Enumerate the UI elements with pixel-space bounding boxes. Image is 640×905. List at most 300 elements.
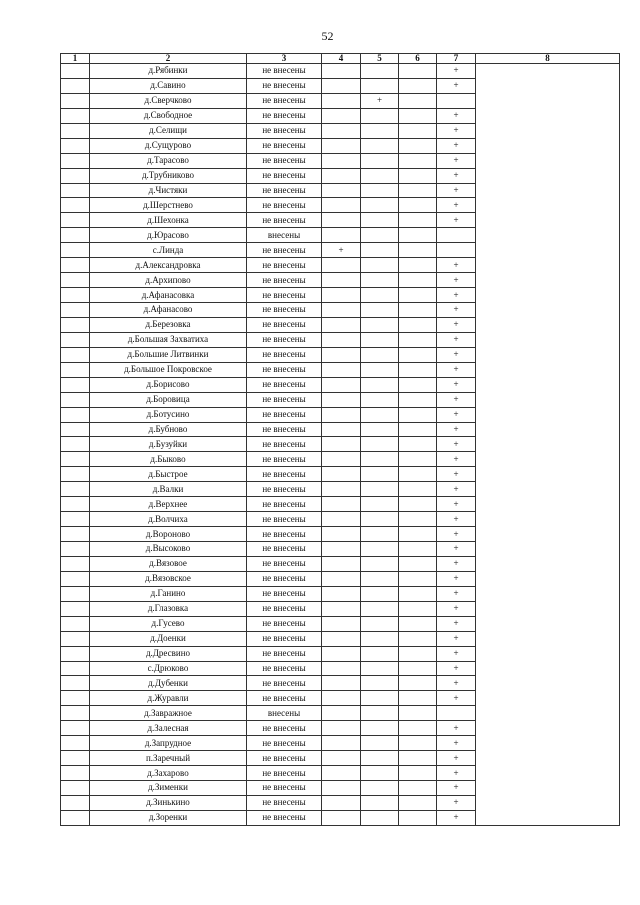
mark-col-6 [399,601,437,616]
mark-col-7: + [437,198,476,213]
status-cell: не внесены [247,243,322,258]
mark-col-5 [361,512,399,527]
mark-col-4 [322,452,361,467]
mark-col-6 [399,736,437,751]
settlement-name: д.Большие Литвинки [90,347,247,362]
mark-col-5 [361,362,399,377]
mark-col-5 [361,317,399,332]
mark-col-5 [361,527,399,542]
status-cell: не внесены [247,601,322,616]
mark-col-5 [361,198,399,213]
cell-col-1 [61,721,90,736]
settlement-name: д.Доенки [90,631,247,646]
mark-col-5 [361,601,399,616]
mark-col-6 [399,766,437,781]
settlement-name: д.Березовка [90,317,247,332]
mark-col-4 [322,631,361,646]
mark-col-7: + [437,676,476,691]
mark-col-7: + [437,795,476,810]
cell-col-1 [61,706,90,721]
mark-col-6 [399,198,437,213]
settlement-name: д.Вороново [90,527,247,542]
cell-col-1 [61,362,90,377]
mark-col-6 [399,586,437,601]
mark-col-5 [361,437,399,452]
settlement-name: д.Гусево [90,616,247,631]
mark-col-7: + [437,64,476,79]
mark-col-6 [399,78,437,93]
cell-col-1 [61,258,90,273]
mark-col-5 [361,706,399,721]
mark-col-6 [399,303,437,318]
status-cell: не внесены [247,766,322,781]
mark-col-6 [399,347,437,362]
mark-col-7: + [437,377,476,392]
mark-col-7: + [437,78,476,93]
settlement-name: д.Афанасово [90,303,247,318]
cell-col-1 [61,437,90,452]
mark-col-7: + [437,273,476,288]
cell-col-1 [61,631,90,646]
mark-col-5 [361,183,399,198]
status-cell: не внесены [247,586,322,601]
status-cell: не внесены [247,422,322,437]
mark-col-4 [322,407,361,422]
mark-col-5 [361,407,399,422]
mark-col-4: + [322,243,361,258]
mark-col-6 [399,392,437,407]
status-cell: не внесены [247,751,322,766]
cell-col-1 [61,303,90,318]
settlement-name: д.Зинькино [90,795,247,810]
cell-col-1 [61,273,90,288]
status-cell: не внесены [247,273,322,288]
status-cell: не внесены [247,198,322,213]
cell-col-1 [61,64,90,79]
status-cell: не внесены [247,377,322,392]
mark-col-5 [361,332,399,347]
mark-col-4 [322,646,361,661]
column-header-7: 7 [437,54,476,64]
status-cell: не внесены [247,810,322,825]
status-cell: не внесены [247,512,322,527]
cell-col-1 [61,213,90,228]
mark-col-7: + [437,452,476,467]
mark-col-4 [322,542,361,557]
mark-col-7: + [437,721,476,736]
mark-col-4 [322,661,361,676]
mark-col-4 [322,422,361,437]
mark-col-5 [361,586,399,601]
mark-col-4 [322,78,361,93]
mark-col-5 [361,691,399,706]
settlement-name: д.Сверчково [90,93,247,108]
status-cell: не внесены [247,467,322,482]
cell-col-1 [61,228,90,243]
mark-col-6 [399,228,437,243]
mark-col-5 [361,556,399,571]
mark-col-6 [399,571,437,586]
mark-col-5 [361,736,399,751]
mark-col-6 [399,64,437,79]
settlement-name: д.Чистяки [90,183,247,198]
mark-col-4 [322,437,361,452]
mark-col-5 [361,631,399,646]
mark-col-6 [399,93,437,108]
settlement-name: д.Верхнее [90,497,247,512]
mark-col-7: + [437,512,476,527]
mark-col-5 [361,108,399,123]
settlement-name: д.Большая Захватиха [90,332,247,347]
mark-col-5 [361,452,399,467]
mark-col-5 [361,228,399,243]
status-cell: не внесены [247,64,322,79]
mark-col-4 [322,64,361,79]
settlement-name: д.Шерстнево [90,198,247,213]
cell-col-1 [61,332,90,347]
column-header-1: 1 [61,54,90,64]
cell-col-1 [61,556,90,571]
mark-col-7: + [437,810,476,825]
mark-col-4 [322,810,361,825]
status-cell: не внесены [247,661,322,676]
settlement-name: д.Селищи [90,123,247,138]
mark-col-7: + [437,153,476,168]
settlement-name: д.Сущурово [90,138,247,153]
settlement-name: д.Савино [90,78,247,93]
mark-col-6 [399,332,437,347]
status-cell: не внесены [247,138,322,153]
table-body [61,64,620,826]
mark-col-5 [361,781,399,796]
mark-col-7: + [437,183,476,198]
cell-col-8 [476,64,620,826]
cell-col-1 [61,422,90,437]
settlement-name: д.Запрудное [90,736,247,751]
cell-col-1 [61,482,90,497]
mark-col-5 [361,303,399,318]
settlement-name: д.Тарасово [90,153,247,168]
mark-col-4 [322,571,361,586]
mark-col-4 [322,93,361,108]
mark-col-7: + [437,751,476,766]
cell-col-1 [61,347,90,362]
status-cell: не внесены [247,213,322,228]
settlement-name: д.Высоково [90,542,247,557]
mark-col-4 [322,497,361,512]
mark-col-6 [399,810,437,825]
mark-col-5 [361,273,399,288]
status-cell: не внесены [247,183,322,198]
mark-col-4 [322,138,361,153]
mark-col-5 [361,721,399,736]
settlement-name: д.Юрасово [90,228,247,243]
cell-col-1 [61,123,90,138]
status-cell: не внесены [247,332,322,347]
mark-col-7: + [437,437,476,452]
mark-col-7: + [437,108,476,123]
mark-col-6 [399,288,437,303]
mark-col-7: + [437,571,476,586]
mark-col-6 [399,527,437,542]
settlement-name: д.Ганино [90,586,247,601]
mark-col-4 [322,706,361,721]
mark-col-6 [399,721,437,736]
settlement-name: д.Афанасовка [90,288,247,303]
settlement-name: д.Захарово [90,766,247,781]
mark-col-7 [437,706,476,721]
mark-col-7: + [437,542,476,557]
cell-col-1 [61,542,90,557]
mark-col-4 [322,317,361,332]
mark-col-7: + [437,407,476,422]
mark-col-7: + [437,288,476,303]
mark-col-7: + [437,213,476,228]
mark-col-5 [361,766,399,781]
mark-col-5 [361,571,399,586]
settlement-name: д.Залесная [90,721,247,736]
status-cell: не внесены [247,437,322,452]
settlement-name: д.Завражное [90,706,247,721]
cell-col-1 [61,288,90,303]
cell-col-1 [61,527,90,542]
settlement-name: д.Александровка [90,258,247,273]
status-cell: не внесены [247,392,322,407]
mark-col-6 [399,153,437,168]
mark-col-4 [322,482,361,497]
mark-col-7 [437,243,476,258]
status-cell: не внесены [247,571,322,586]
mark-col-7: + [437,497,476,512]
status-cell: не внесены [247,631,322,646]
mark-col-7: + [437,616,476,631]
settlement-name: п.Заречный [90,751,247,766]
cell-col-1 [61,661,90,676]
status-cell: не внесены [247,795,322,810]
status-cell: не внесены [247,123,322,138]
cell-col-1 [61,243,90,258]
mark-col-5 [361,497,399,512]
mark-col-6 [399,482,437,497]
mark-col-5 [361,795,399,810]
status-cell: не внесены [247,781,322,796]
settlement-name: д.Дресвино [90,646,247,661]
settlement-name: с.Линда [90,243,247,258]
status-cell: не внесены [247,168,322,183]
mark-col-4 [322,512,361,527]
settlement-name: д.Вязовское [90,571,247,586]
mark-col-7: + [437,601,476,616]
status-cell: не внесены [247,317,322,332]
mark-col-5 [361,482,399,497]
status-cell: не внесены [247,721,322,736]
mark-col-4 [322,332,361,347]
table-row [61,64,620,79]
status-cell: не внесены [247,676,322,691]
mark-col-4 [322,183,361,198]
mark-col-7: + [437,527,476,542]
mark-col-5 [361,661,399,676]
settlement-name: д.Боровица [90,392,247,407]
mark-col-5 [361,153,399,168]
mark-col-6 [399,676,437,691]
mark-col-5 [361,751,399,766]
mark-col-4 [322,273,361,288]
mark-col-4 [322,676,361,691]
mark-col-6 [399,362,437,377]
mark-col-6 [399,616,437,631]
settlement-name: д.Шехонка [90,213,247,228]
mark-col-4 [322,198,361,213]
mark-col-4 [322,556,361,571]
mark-col-4 [322,781,361,796]
status-cell: не внесены [247,527,322,542]
status-cell: не внесены [247,482,322,497]
mark-col-5 [361,168,399,183]
mark-col-7: + [437,736,476,751]
settlements-table [60,53,620,826]
mark-col-7: + [437,347,476,362]
settlement-name: д.Рябинки [90,64,247,79]
mark-col-4 [322,467,361,482]
mark-col-5 [361,347,399,362]
mark-col-7: + [437,691,476,706]
mark-col-6 [399,183,437,198]
cell-col-1 [61,616,90,631]
mark-col-5 [361,542,399,557]
cell-col-1 [61,108,90,123]
mark-col-5 [361,243,399,258]
settlement-name: д.Вязовое [90,556,247,571]
settlement-name: д.Бузуйки [90,437,247,452]
settlement-name: с.Дрюково [90,661,247,676]
mark-col-7: + [437,123,476,138]
mark-col-6 [399,213,437,228]
status-cell: не внесены [247,691,322,706]
settlement-name: д.Архипово [90,273,247,288]
cell-col-1 [61,795,90,810]
settlement-name: д.Журавли [90,691,247,706]
mark-col-4 [322,616,361,631]
mark-col-7: + [437,631,476,646]
mark-col-5 [361,213,399,228]
mark-col-5 [361,392,399,407]
status-cell: не внесены [247,736,322,751]
mark-col-5 [361,810,399,825]
settlement-name: д.Борисово [90,377,247,392]
mark-col-6 [399,407,437,422]
cell-col-1 [61,676,90,691]
settlement-name: д.Зименки [90,781,247,796]
cell-col-1 [61,183,90,198]
status-cell: не внесены [247,542,322,557]
mark-col-4 [322,586,361,601]
mark-col-4 [322,392,361,407]
mark-col-4 [322,228,361,243]
mark-col-6 [399,512,437,527]
mark-col-4 [322,347,361,362]
mark-col-7: + [437,332,476,347]
mark-col-6 [399,452,437,467]
cell-col-1 [61,571,90,586]
mark-col-4 [322,721,361,736]
column-header-5: 5 [361,54,399,64]
mark-col-5 [361,288,399,303]
mark-col-4 [322,288,361,303]
mark-col-5 [361,78,399,93]
cell-col-1 [61,198,90,213]
cell-col-1 [61,512,90,527]
mark-col-6 [399,497,437,512]
cell-col-1 [61,736,90,751]
mark-col-4 [322,123,361,138]
cell-col-1 [61,586,90,601]
mark-col-6 [399,243,437,258]
cell-col-1 [61,781,90,796]
mark-col-6 [399,123,437,138]
status-cell: не внесены [247,347,322,362]
cell-col-1 [61,601,90,616]
mark-col-6 [399,258,437,273]
cell-col-1 [61,377,90,392]
mark-col-5 [361,467,399,482]
mark-col-6 [399,467,437,482]
cell-col-1 [61,392,90,407]
mark-col-4 [322,153,361,168]
mark-col-7: + [437,646,476,661]
mark-col-7: + [437,661,476,676]
mark-col-4 [322,766,361,781]
mark-col-7: + [437,258,476,273]
status-cell: не внесены [247,153,322,168]
cell-col-1 [61,766,90,781]
mark-col-4 [322,108,361,123]
header-row [61,54,620,64]
mark-col-7: + [437,467,476,482]
mark-col-6 [399,273,437,288]
cell-col-1 [61,646,90,661]
status-cell: не внесены [247,108,322,123]
cell-col-1 [61,168,90,183]
mark-col-6 [399,377,437,392]
mark-col-6 [399,706,437,721]
mark-col-4 [322,601,361,616]
mark-col-6 [399,646,437,661]
status-cell: не внесены [247,303,322,318]
status-cell: внесены [247,228,322,243]
column-header-4: 4 [322,54,361,64]
mark-col-6 [399,138,437,153]
cell-col-1 [61,810,90,825]
mark-col-6 [399,556,437,571]
mark-col-4 [322,736,361,751]
settlement-name: д.Волчиха [90,512,247,527]
status-cell: не внесены [247,556,322,571]
status-cell: не внесены [247,646,322,661]
status-cell: внесены [247,706,322,721]
settlement-name: д.Быково [90,452,247,467]
status-cell: не внесены [247,452,322,467]
settlement-name: д.Зоренки [90,810,247,825]
cell-col-1 [61,452,90,467]
mark-col-7: + [437,392,476,407]
column-header-6: 6 [399,54,437,64]
cell-col-1 [61,138,90,153]
mark-col-6 [399,781,437,796]
mark-col-6 [399,168,437,183]
cell-col-1 [61,691,90,706]
mark-col-5 [361,422,399,437]
